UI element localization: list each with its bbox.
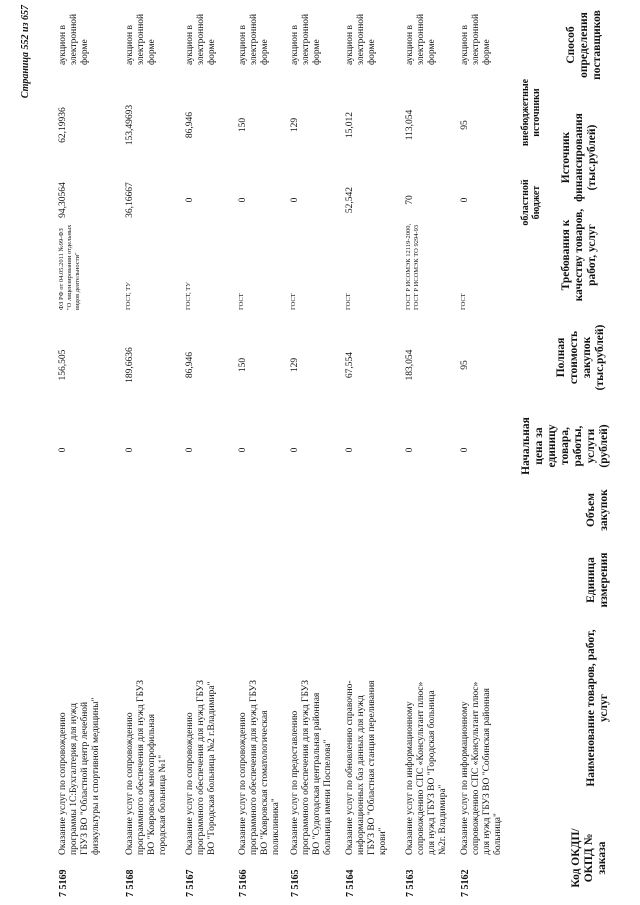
- table-row: [290, 0, 345, 905]
- row-name: Оказание услуг по предоставлению программного обеспечения для нужд ГБУЗ ВО "Судогодская центральная районная больница имени Поспелова": [290, 680, 333, 855]
- row-name: Оказание услуг по сопровождению программного обеспечения для нужд ГБУЗ ВО "Ковровская многопрофильная городская больница №1": [125, 680, 168, 855]
- row-total: 150: [238, 357, 248, 373]
- row-method: аукцион в электронной форме: [405, 13, 437, 65]
- header-name: Наименование товаров, работ, услуг: [585, 629, 610, 787]
- row-total: 95: [460, 360, 470, 370]
- row-price: 0: [238, 447, 248, 453]
- row-method: аукцион в электронной форме: [238, 13, 270, 65]
- row-code: 7 5167: [185, 869, 196, 897]
- row-price: 0: [405, 447, 415, 453]
- row-total: 156,505: [58, 349, 68, 381]
- row-method: аукцион в электронной форме: [290, 13, 322, 65]
- row-name: Оказание услуг по сопровождению программного обеспечения для нужд ГБУЗ ВО "Ковровская стоматологическая поликлиника": [238, 680, 281, 855]
- table-row: [185, 0, 238, 905]
- header-code: Код ОКДП/ ОКПД № заказа: [570, 828, 608, 888]
- row-method: аукцион в электронной форме: [185, 13, 217, 65]
- header-total: Полная стоимость закупок (тыс.рублей): [555, 324, 606, 391]
- row-extra: 86,946: [185, 111, 195, 139]
- row-extra: 150: [238, 117, 248, 133]
- row-code: 7 5162: [460, 869, 471, 897]
- row-method: аукцион в электронной форме: [460, 13, 492, 65]
- table-row: [345, 0, 405, 905]
- header-requirements: Требования к качеству товаров, работ, услуг: [560, 208, 598, 302]
- row-price: 0: [58, 447, 68, 453]
- row-requirements: ГОСТ: [345, 293, 352, 310]
- row-requirements: ГОСТ Р ИСОМЭК 12119-2000, ГОСТ Р ИСОМЭК ТО 9294-93: [405, 223, 420, 310]
- row-requirements: ГОСТ, ТУ: [185, 282, 192, 310]
- row-extra: 129: [290, 117, 300, 133]
- row-price: 0: [125, 447, 135, 453]
- row-code: 7 5169: [58, 869, 69, 897]
- row-regional: 0: [238, 197, 248, 203]
- row-requirements: ГОСТ: [290, 293, 297, 310]
- row-method: аукцион в электронной форме: [345, 13, 377, 65]
- row-total: 189,6636: [125, 347, 135, 383]
- header-volume: Объем закупок: [585, 489, 610, 531]
- row-extra: 113,054: [405, 109, 415, 141]
- row-name: Оказание услуг по сопровождению программного обеспечения для нужд ГБУЗ ВО "Городская больница №2 г.Владимира": [185, 680, 217, 855]
- table-row: [58, 0, 125, 905]
- table-row: [238, 0, 290, 905]
- header-price: Начальная цена за единицу товара, работы, услуги (рублей): [520, 417, 610, 475]
- table-row: [405, 0, 460, 905]
- row-extra: 62,19936: [58, 107, 68, 143]
- row-regional: 36,16667: [125, 182, 135, 218]
- row-requirements: ГОСТ: [238, 293, 245, 310]
- row-total: 129: [290, 357, 300, 373]
- row-requirements: ГОСТ: [460, 293, 467, 310]
- row-method: аукцион в электронной форме: [58, 13, 90, 65]
- header-unit: Единица измерения: [585, 552, 610, 608]
- row-code: 7 5166: [238, 869, 249, 897]
- page-number-footer: Страница 552 из 657: [20, 5, 31, 99]
- row-regional: 52,542: [345, 186, 355, 214]
- row-extra: 153,49693: [125, 104, 135, 146]
- row-method: аукцион в электронной форме: [125, 13, 157, 65]
- row-regional: 70: [405, 195, 415, 205]
- header-method: Способ определения поставщиков: [565, 10, 603, 80]
- header-funding-extra: внебюджетные источники: [520, 78, 542, 147]
- row-extra: 15,012: [345, 111, 355, 139]
- row-regional: 94,30564: [58, 182, 68, 218]
- row-regional: 0: [185, 197, 195, 203]
- row-regional: 0: [290, 197, 300, 203]
- row-name: Оказание услуг по информационному сопровождению СПС «Консультант плюс» для нужд ГБУЗ ВО "Городская больница №2г. Владимира": [405, 681, 448, 855]
- row-code: 7 5168: [125, 869, 136, 897]
- row-price: 0: [290, 447, 300, 453]
- row-requirements: ГОСТ, ТУ: [125, 282, 132, 310]
- row-total: 183,054: [405, 349, 415, 381]
- row-regional: 0: [460, 197, 470, 203]
- table-row: [125, 0, 185, 905]
- row-name: Оказание услуг по информационному сопровождению СПС «Консультант плюс» для нужд ГБУЗ ВО "Собинская районная больница": [460, 681, 503, 855]
- header-funding: Источник финансирования (тыс.рублей): [560, 113, 598, 202]
- row-price: 0: [185, 447, 195, 453]
- row-price: 0: [345, 447, 355, 453]
- row-total: 67,554: [345, 351, 355, 379]
- table-row: [460, 0, 515, 905]
- row-price: 0: [460, 447, 470, 453]
- row-code: 7 5165: [290, 869, 301, 897]
- row-name: Оказание услуг по сопровождению программы 1С:Бухгалтерия для нужд ГБУЗ ВО "Областной центр лечебной физкультуры и спортивной медицины": [58, 697, 101, 855]
- header-funding-regional: областной бюджет: [520, 179, 542, 226]
- row-name: Оказание услуг по обновлению справочно-информационных баз данных для нужд ГБУЗ ВО "Областная станция переливания крови": [345, 680, 388, 855]
- row-total: 86,946: [185, 351, 195, 379]
- row-code: 7 5163: [405, 869, 416, 897]
- row-extra: 95: [460, 120, 470, 130]
- row-code: 7 5164: [345, 869, 356, 897]
- row-requirements: ФЗ РФ от 04.05.2011 №99-ФЗ "О лицензировании отдельных видов деятельности": [58, 224, 81, 310]
